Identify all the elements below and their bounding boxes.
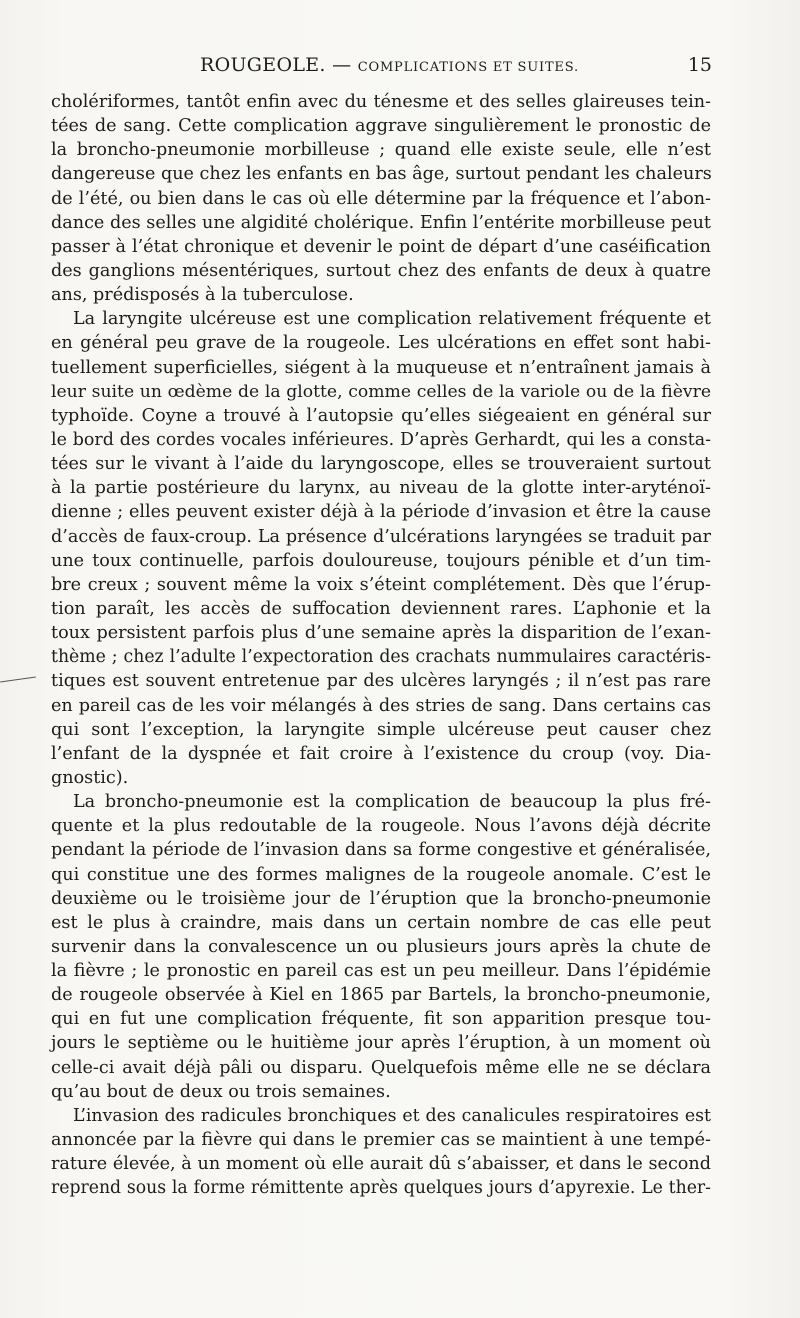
text-line: dienne ; elles peuvent exister déjà à la période d’invasion et être la cause — [51, 502, 711, 523]
margin-pencil-mark — [0, 676, 36, 682]
text-line: La broncho-pneumonie est la complication de beaucoup la plus fré- — [73, 792, 711, 813]
page-number: 15 — [687, 54, 712, 76]
text-line: à la partie postérieure du larynx, au niveau de la glotte inter-aryténoï- — [51, 478, 711, 499]
text-line: dance des selles une algidité cholérique. Enfin l’entérite morbilleuse peut — [51, 212, 711, 233]
text-line: qui constitue une des formes malignes de la rougeole anomale. C’est le — [51, 864, 711, 885]
text-line: en général peu grave de la rougeole. Les ulcérations en effet sont habi- — [51, 333, 711, 354]
text-line: reprend sous la forme rémittente après quelques jours d’apyrexie. Le ther- — [51, 1178, 711, 1199]
text-line: une toux continuelle, parfois douloureuse, toujours pénible et d’un tim- — [51, 550, 711, 571]
text-line: tuellement superficielles, siégent à la muqueuse et n’entraînent jamais à — [51, 357, 711, 378]
text-line: L’invasion des radicules bronchiques et des canalicules respiratoires est — [73, 1105, 711, 1126]
text-line: l’enfant de la dyspnée et fait croire à l’existence du croup (voy. Dia- — [51, 743, 711, 764]
text-line: quente et la plus redoutable de la rougeole. Nous l’avons déjà décrite — [51, 816, 711, 837]
text-line: en pareil cas de les voir mélangés à des stries de sang. Dans certains cas — [51, 695, 711, 716]
text-line: qui en fut une complication fréquente, fit son apparition presque tou- — [51, 1009, 711, 1030]
text-line: typhoïde. Coyne a trouvé à l’autopsie qu’elles siégeaient en général sur — [51, 405, 711, 426]
text-line: deuxième ou le troisième jour de l’éruption que la broncho-pneumonie — [51, 888, 711, 909]
text-line: ans, prédisposés à la tuberculose. — [51, 285, 354, 306]
page-header — [52, 52, 712, 86]
text-line: la fièvre ; le pronostic en pareil cas est un peu meilleur. Dans l’épidémie — [51, 961, 711, 982]
text-line: cholériformes, tantôt enfin avec du ténesme et des selles glaireuses tein- — [51, 92, 711, 112]
running-subtitle: COMPLICATIONS ET SUITES. — [357, 60, 579, 75]
running-head — [200, 54, 579, 76]
text-line: de rougeole observée à Kiel en 1865 par Bartels, la broncho-pneumonie, — [51, 985, 711, 1006]
text-line: jours le septième ou le huitième jour après l’éruption, à un moment où — [51, 1033, 711, 1054]
text-line: tiques est souvent entretenue par des ulcères laryngés ; il n’est pas rare — [51, 671, 711, 692]
text-line: gnostic). — [51, 767, 129, 788]
text-line: d’accès de faux-croup. La présence d’ulcérations laryngées se traduit par — [51, 526, 711, 547]
text-line: de l’été, ou bien dans le cas où elle détermine par la fréquence et l’abon- — [51, 188, 711, 209]
text-line: le bord des cordes vocales inférieures. D’après Gerhardt, qui les a consta- — [51, 429, 711, 450]
text-line: leur suite un œdème de la glotte, comme celles de la variole ou de la fièvre — [51, 381, 711, 402]
running-title: ROUGEOLE. — — [200, 54, 358, 76]
text-line: tées sur le vivant à l’aide du laryngoscope, elles se trouveraient surtout — [51, 454, 711, 475]
text-line: tées de sang. Cette complication aggrave singulièrement le pronostic de — [51, 116, 711, 137]
text-line: survenir dans la convalescence un ou plusieurs jours après la chute de — [51, 936, 711, 957]
text-line: qui sont l’exception, la laryngite simple ulcéreuse peut causer chez — [51, 719, 711, 740]
text-line: rature élevée, à un moment où elle aurait dû s’abaisser, et dans le second — [51, 1154, 711, 1175]
text-line: passer à l’état chronique et devenir le point de départ d’une caséification — [51, 236, 711, 257]
text-line: qu’au bout de deux ou trois semaines. — [51, 1081, 391, 1102]
text-line: toux persistent parfois plus d’une semaine après la disparition de l’exan- — [51, 623, 711, 644]
text-line: la broncho-pneumonie morbilleuse ; quand elle existe seule, elle n’est — [51, 140, 711, 161]
text-line: La laryngite ulcéreuse est une complication relativement fréquente et — [73, 309, 711, 330]
text-line: bre creux ; souvent même la voix s’éteint complétement. Dès que l’érup- — [51, 574, 711, 595]
text-line: annoncée par la fièvre qui dans le premier cas se maintient à une tempé- — [51, 1130, 711, 1151]
text-line: celle-ci avait déjà pâli ou disparu. Quelquefois même elle ne se déclara — [51, 1057, 711, 1078]
text-line: est le plus à craindre, mais dans un certain nombre de cas elle peut — [51, 912, 711, 933]
text-line: pendant la période de l’invasion dans sa forme congestive et généralisée, — [51, 840, 711, 861]
text-line: dangereuse que chez les enfants en bas âge, surtout pendant les chaleurs — [51, 164, 712, 185]
body-text — [51, 90, 711, 1200]
text-line: thème ; chez l’adulte l’expectoration des crachats nummulaires caractéris- — [51, 647, 711, 668]
text-line: des ganglions mésentériques, surtout chez des enfants de deux à quatre — [51, 260, 711, 281]
text-line: tion paraît, les accès de suffocation deviennent rares. L’aphonie et la — [51, 598, 711, 619]
